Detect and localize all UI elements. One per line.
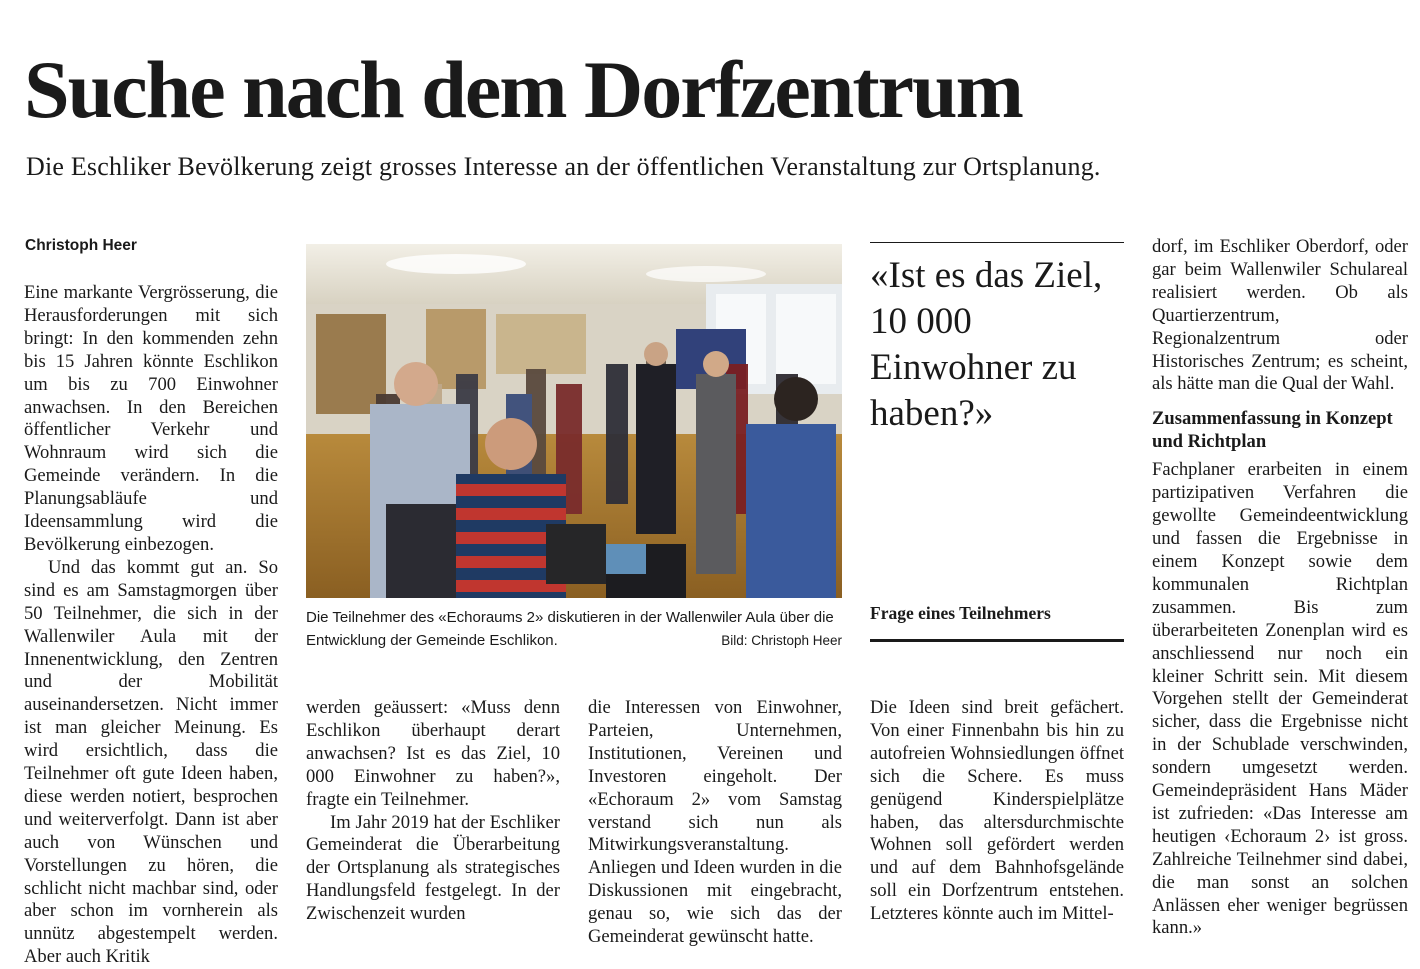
- article-column-3: [588, 697, 842, 949]
- article-column-1: [24, 282, 278, 969]
- paragraph: Fachplaner erarbeiten in einem partizipativen Verfahren die gewollte Gemeindeentwicklung und fassen die Ergebnisse in einem Konzept sowie dem kommunalen Richtplan zusammen. Bis zum überarbeiteten Zonenplan wird es anschliessend nur noch ein kleiner Schritt sein. Mit diesem Vorgehen stellt der Gemeinderat sicher, dass die Ergebnisse nicht in der Schublade verschwinden, sondern umgesetzt werden. Gemeindepräsident Hans Mäder ist zufrieden: «Das Interesse am heutigen ‹Echoraum 2› ist gross. Zahlreiche Teilnehmer sind dabei, die man sonst an solchen Anlässen eher weniger begrüssen kann.»: [1152, 459, 1408, 939]
- paragraph: Eine markante Vergrösserung, die Herausforderungen mit sich bringt: In den kommenden zehn bis 15 Jahren könnte Eschlikon um bis zu 700 Einwohner anwachsen. In den Bereichen öffentlicher Verkehr und Wohnraum wird sich die Gemeinde verändern. In die Planungsabläufe und Ideensammlung wird die Bevölkerung einbezogen.: [24, 282, 278, 555]
- paragraph: werden geäussert: «Muss denn Eschlikon überhaupt derart anwachsen? Ist es das Ziel, 10 000 Einwohner zu haben?», fragte ein Teilnehmer.: [306, 697, 560, 810]
- article-column-2: [306, 697, 560, 926]
- photo-credit: Bild: Christoph Heer: [721, 633, 842, 648]
- article-column-4: [870, 697, 1124, 926]
- pull-quote: [870, 242, 1124, 645]
- subheadline: Die Eschliker Bevölkerung zeigt grosses Interesse an der öffentlichen Veranstaltung zur Ortsplanung.: [26, 152, 1101, 181]
- event-photo: [306, 244, 842, 598]
- paragraph: dorf, im Eschliker Oberdorf, oder gar beim Wallenwiler Schulareal realisiert werden. Ob als Quartierzentrum, Regionalzentrum oder Historisches Zentrum; es scheint, als hätte man die Qual der Wahl.: [1152, 236, 1408, 395]
- article-column-5: [1152, 236, 1408, 940]
- author-byline: Christoph Heer: [25, 237, 137, 254]
- headline: Suche nach dem Dorfzentrum: [24, 44, 1022, 135]
- paragraph: Die Ideen sind breit gefächert. Von einer Finnenbahn bis hin zu autofreien Wohnsiedlungen öffnet sich die Schere. Es muss genügend Kinderspielplätze haben, das altersdurchmischte Wohnen soll gefördert werden und auf dem Bahnhofsgelände soll ein Dorfzentrum entstehen. Letzteres könnte auch im Mittel-: [870, 697, 1124, 925]
- paragraph: Und das kommt gut an. So sind es am Samstagmorgen über 50 Teilnehmer, die sich in der Wallenwiler Aula mit der Innenentwicklung, den Zentren und der Mobilität auseinandersetzen. Nicht immer ist man gleicher Meinung. Es wird ersichtlich, dass die Teilnehmer oft gute Ideen haben, diese werden notiert, besprochen und weiterverfolgt. Dann ist aber auch von Wünschen und Vorstellungen zu hören, die schlicht nicht machbar sind, oder aber schon im vornherein als unnütz abgestempelt werden. Aber auch Kritik: [24, 556, 278, 968]
- section-subheading: Zusammenfassung in Konzept und Richtplan: [1152, 408, 1393, 452]
- pull-quote-source: Frage eines Teilnehmers: [870, 603, 1051, 623]
- pull-quote-rule: [870, 639, 1124, 642]
- paragraph: die Interessen von Einwohner, Parteien, Unternehmen, Institutionen, Vereinen und Investoren eingeholt. Der «Echoraum 2» vom Samstag verstand sich nun als Mitwirkungsveranstaltung. Anliegen und Ideen wurden in die Diskussionen mit eingebracht, genau so, wie sich das der Gemeinderat gewünscht hatte.: [588, 697, 842, 948]
- pull-quote-text: «Ist es das Ziel, 10 000 Einwohner zu haben?»: [870, 255, 1103, 434]
- caption-text: Die Teilnehmer des «Echoraums 2» diskutieren in der Wallenwiler Aula über die Entwicklung der Gemeinde Eschlikon.: [306, 609, 834, 649]
- photo-caption: [306, 606, 842, 652]
- paragraph: Im Jahr 2019 hat der Eschliker Gemeinderat die Überarbeitung der Ortsplanung als strategisches Handlungsfeld festgelegt. In der Zwischenzeit wurden: [306, 811, 560, 925]
